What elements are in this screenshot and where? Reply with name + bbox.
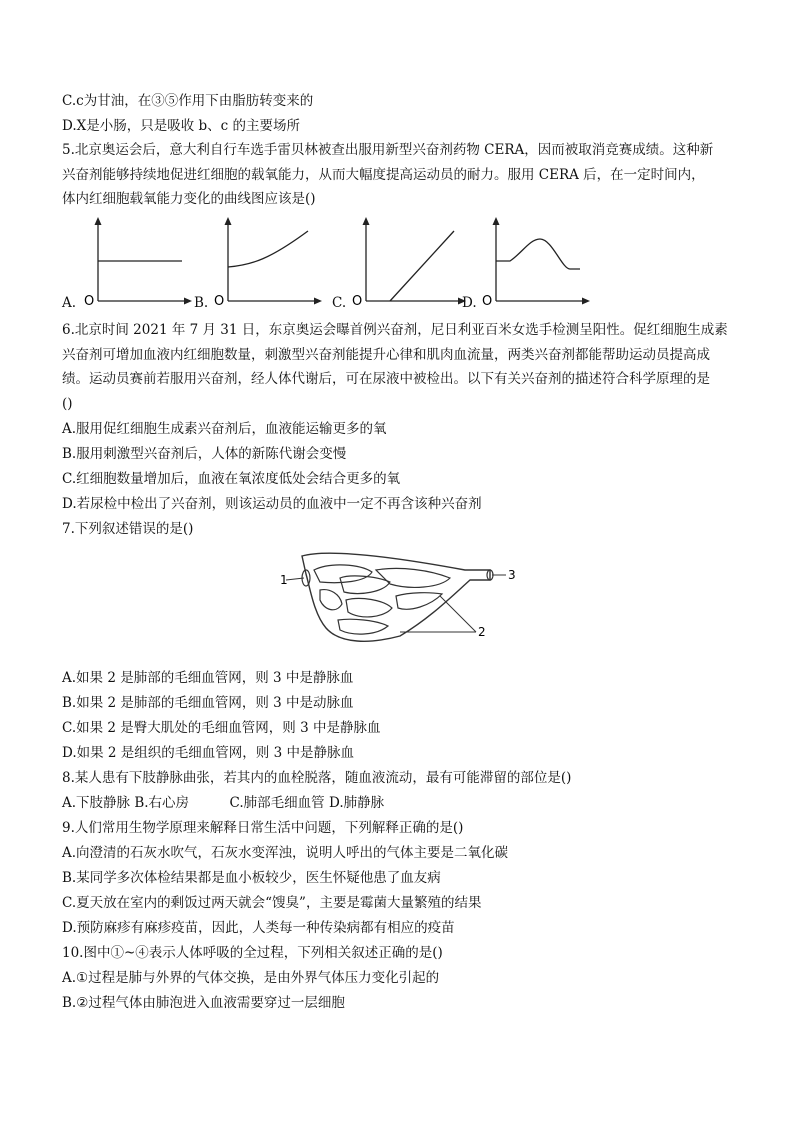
label-1: 1 <box>280 573 288 587</box>
text-line: 9.人们常用生物学原理来解释日常生活中问题，下列解释正确的是() <box>62 820 464 836</box>
text-line: 10.图中①~④表示人体呼吸的全过程，下列相关叙述正确的是() <box>62 945 443 961</box>
option-b-label: B. <box>194 295 209 311</box>
option-line: A.服用促红细胞生成素兴奋剂后，血液能运输更多的氧 <box>62 421 387 437</box>
graph-c <box>350 213 468 311</box>
y-arrow <box>95 217 102 225</box>
curve-c <box>390 231 454 301</box>
graph-b <box>212 213 322 311</box>
option-line: B.②过程气体由肺泡进入血液需要穿过一层细胞 <box>62 995 345 1011</box>
option-line: B.某同学多次体检结果都是血小板较少，医生怀疑他患了血友病 <box>62 870 441 886</box>
graph-d <box>480 213 590 311</box>
option-line: C.红细胞数量增加后，血液在氧浓度低处会结合更多的氧 <box>62 471 401 487</box>
option-line: B.如果 2 是肺部的毛细血管网，则 3 中是动脉血 <box>62 695 354 711</box>
label-3: 3 <box>508 568 516 582</box>
option-a-label: A. <box>62 295 77 311</box>
option-line: D.若尿检中检出了兴奋剂，则该运动员的血液中一定不再含该种兴奋剂 <box>62 496 482 512</box>
text-line: 7.下列叙述错误的是() <box>62 521 194 537</box>
option-d-label: D. <box>462 295 477 311</box>
graph-a <box>82 213 192 311</box>
option-line: A.①过程是肺与外界的气体交换，是由外界气体压力变化引起的 <box>62 970 440 986</box>
label-2: 2 <box>478 625 486 639</box>
option-line: B.服用刺激型兴奋剂后，人体的新陈代谢会变慢 <box>62 446 347 462</box>
text-line: 兴奋剂可增加血液内红细胞数量，刺激型兴奋剂能提升心律和肌肉血流量，两类兴奋剂都能帮助运动员提高成 <box>62 347 710 363</box>
text-line: () <box>62 396 73 412</box>
option-line: C.如果 2 是臀大肌处的毛细血管网，则 3 中是静脉血 <box>62 720 381 736</box>
answer-graphs <box>62 213 742 313</box>
option-line: C.夏天放在室内的剩饭过两天就会“馊臭”，主要是霉菌大量繁殖的结果 <box>62 895 482 911</box>
capillary-diagram <box>280 548 520 648</box>
text-line: 兴奋剂能够持续地促进红细胞的载氧能力，从而大幅度提高运动员的耐力。服用 CERA 后，在一定时间内， <box>62 167 705 183</box>
text-line: 5.北京奥运会后，意大利自行车选手雷贝林被查出服用新型兴奋剂药物 CERA，因而被取消竞赛成绩。这种新 <box>62 142 714 158</box>
text-line: 绩。运动员赛前若服用兴奋剂，经人体代谢后，可在尿液中被检出。以下有关兴奋剂的描述符合科学原理的是 <box>62 371 710 387</box>
text-line: 6.北京时间 2021 年 7 月 31 日，东京奥运会曝首例兴奋剂，尼日利亚百米女选手检测呈阳性。促红细胞生成素 <box>62 322 728 338</box>
option-line: A.下肢静脉 B.右心房 C.肺部毛细血管 D.肺静脉 <box>62 795 385 811</box>
text-line: D.X是小肠，只是吸收 b、c 的主要场所 <box>62 118 301 134</box>
origin-label: O <box>84 294 95 309</box>
origin-label: O <box>482 294 493 309</box>
origin-label: O <box>352 294 363 309</box>
text-line: 8.某人患有下肢静脉曲张，若其内的血栓脱落，随血液流动，最有可能滞留的部位是() <box>62 770 572 786</box>
option-line: A.如果 2 是肺部的毛细血管网，则 3 中是静脉血 <box>62 670 354 686</box>
text-line: 体内红细胞载氧能力变化的曲线图应该是() <box>62 191 316 207</box>
text-line: C.c为甘油，在③⑤作用下由脂肪转变来的 <box>62 93 314 109</box>
option-c-label: C. <box>332 295 347 311</box>
option-line: D.如果 2 是组织的毛细血管网，则 3 中是静脉血 <box>62 745 354 761</box>
option-line: A.向澄清的石灰水吹气，石灰水变浑浊，说明人呼出的气体主要是二氧化碳 <box>62 845 509 861</box>
origin-label: O <box>214 294 225 309</box>
x-arrow <box>184 298 192 305</box>
curve-b <box>228 231 308 267</box>
option-line: D.预防麻疹有麻疹疫苗，因此，人类每一种传染病都有相应的疫苗 <box>62 920 455 936</box>
curve-d <box>496 239 580 269</box>
